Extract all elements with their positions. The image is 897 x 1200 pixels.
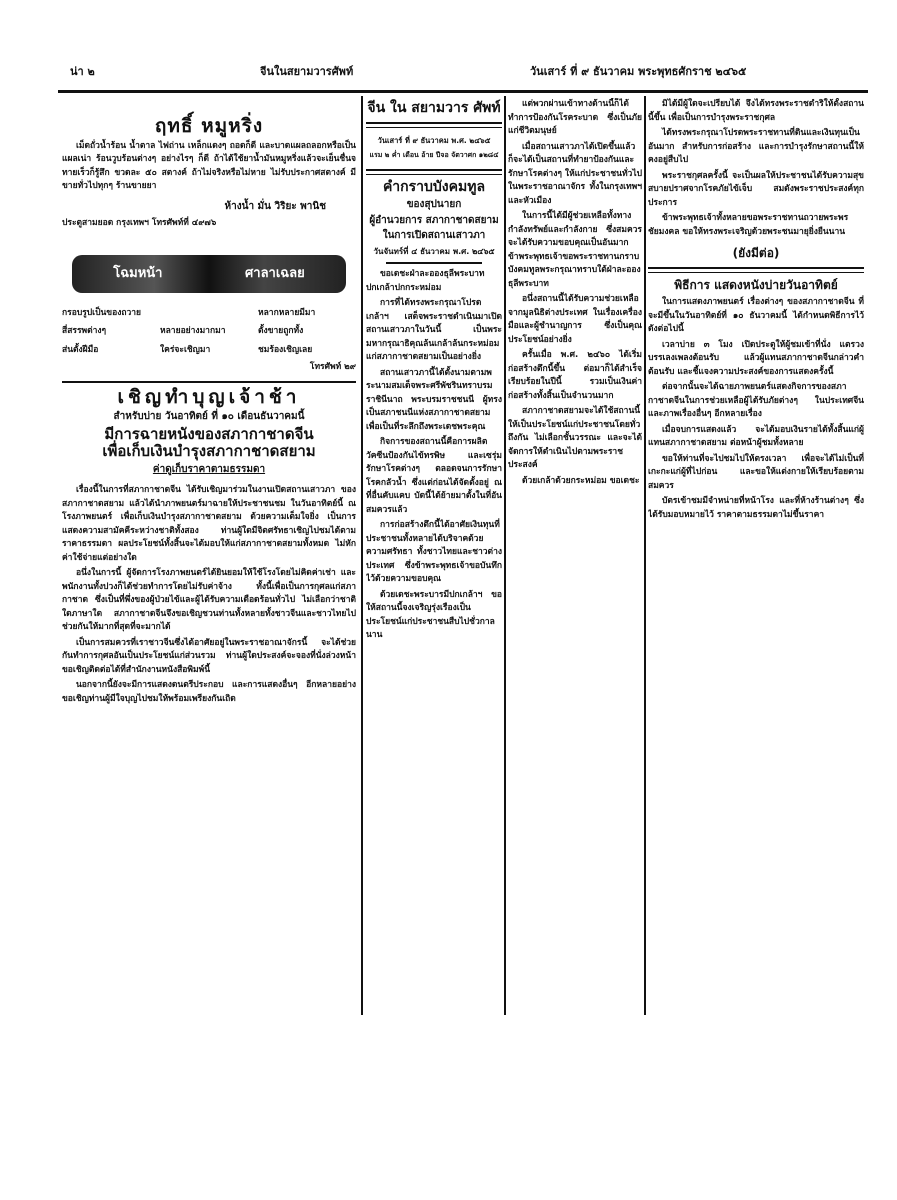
speech-date: วันจันทร์ที่ ๔ ธันวาคม พ.ศ. ๒๔๖๕ [373,246,495,256]
paragraph: เมื่อสถานเสาวภาได้เปิดขึ้นแล้ว ก็จะได้เป็นสถานที่ทำยาป้องกันและรักษาโรคต่างๆ ให้แก่ประชาชนทั่วไปในพระราชอาณาจักร ทั้งในกรุงเทพฯ และหัวเมือง [508,141,642,206]
notice-item: ตั้งขายถูกทั้ง [258,326,304,336]
paragraph: อนึ่งสถานนี้ได้รับความช่วยเหลือจากมูลนิธิต่างประเทศ ในเรื่องเครื่องมือและผู้ชำนาญการ ซึ่งเป็นคุณประโยชน์อย่างยิ่ง [508,294,642,345]
paragraph: กิจการของสถานนี้คือการผลิตวัคซีนป้องกันไข้ทรพิษ และเซรุ่มรักษาโรคต่างๆ ตลอดจนการรักษาโรคกลัวน้ำ ซึ่งแต่ก่อนได้จัดตั้งอยู่ ณ ที่อื่นคับแคบ บัดนี้ได้ย้ายมาตั้งในที่อันสมควรแล้ว [366,437,502,515]
paragraph: แต่พวกผ่านเข้าทางด้านนี้ก็ได้ทำการป้องกันโรคระบาด ซึ่งเป็นภัยแก่ชีวิตมนุษย์ [508,99,642,136]
ad-title: ฤทธิ์ หมูหริ่ง [154,115,264,137]
speech-role: ผู้อำนวยการ สภากาชาดสยาม [369,214,499,226]
speech-by: ของสุปนายก [406,199,462,210]
notice-phone: โทรศัพท์ ๒๙ [309,362,356,372]
notice-item: กรอบรูปเป็นของถวาย [62,307,142,318]
paper-name: จีนในสยามวารศัพท์ [260,65,354,78]
divider [386,262,482,264]
event-subtitle: สำหรับบ่าย วันอาทิตย์ ที่ ๑๐ เดือนธันวาคมนี้ [113,411,305,422]
masthead-date: วันเสาร์ ที่ ๙ ธันวาคม พ.ศ. ๒๔๖๕ [377,135,491,145]
notice-grid [62,307,356,358]
event-line-2: เพื่อเก็บเงินบำรุงสภากาชาดสยาม [102,442,316,460]
paragraph: เวลาบ่าย ๓ โมง เปิดประตูให้ผู้ชมเข้าที่นั่ง แตรวงบรรเลงเพลงต้อนรับ แล้วผู้แทนสภากาชาดจีนกล่าวคำต้อนรับ และชี้แจงความประสงค์ของการแสดงครั้งนี้ [648,339,864,377]
ad-body: เม็ดถั่วน้ำร้อน น้ำตาล ไฟถ่าน เหล็กแดงๆ ถอดก็ดี และบาดแผลถลอกหรือเป็นแผลเน่า ร้อนวูบร้อนต่างๆ อย่างไรๆ ก็ดี ถ้าได้ใช้ยาน้ำมันหมูหริ่งแล้วจะเย็นชื่นจ ทายเร็วก็รู้สึก ขวดละ ๕๐ สตางค์ ถ้าไม่จริงหรือไม่หาย ไม่รับประกาศสตางค์ มีขายทั่วไปทุกๆ ร้านขายยา [62,140,356,191]
page-number: น่า ๒ [70,65,95,78]
paragraph: สภากาชาดสยามจะได้ใช้สถานนี้ให้เป็นประโยชน์แก่ประชาชนโดยทั่วถึงกัน ไม่เลือกชั้นวรรณะ และจะได้จัดการให้ดำเนินไปตามพระราชประสงค์ [508,406,642,470]
banner-text-right: ศาลาเฉลย [245,265,305,281]
ad-address: ประตูสามยอด กรุงเทพฯ โทรศัพท์ที่ ๔๙๗๖ [62,218,217,228]
column-rule [361,96,363,1015]
column-4 [648,98,864,1015]
notice-item: หลากหลายมีมา [258,307,316,318]
paragraph: อนึ่งในการนี้ ผู้จัดการโรงภาพยนตร์ได้ยินยอมให้ใช้โรงโดยไม่คิดค่าเช่า และพนักงานทั้งปวงก็ได้ช่วยทำการโดยไม่รับค่าจ้าง ทั้งนี้เพื่อเป็นการกุศลแก่สภากาชาด ซึ่งเป็นที่พึ่งของผู้ป่วยไข้และผู้ได้รับความเดือดร้อนทั่วไป ไม่เลือกว่าชาติใดภาษาใด สภากาชาดจีนจึงขอเชิญชวนท่านทั้งหลายทั้งชาวจีนและชาวไทยไปช่วยกันให้มากที่สุดที่จะมากได้ [62,568,356,632]
notice-item: ส่นตั้งฝีมือ [62,344,99,355]
event-price: ค่าดูเก็บราคาตามธรรมดา [152,463,266,475]
notice-item: ชมร้องเชิญเลย [258,344,313,355]
paragraph: เรื่องนี้ในการที่สภากาชาดจีน ได้รับเชิญมาร่วมในงานเปิดสถานเสาวภา ของสภากาชาดสยาม แล้วได้นำภาพยนตร์มาฉายให้ประชาชนชม ในวันอาทิตย์นี้ ณ โรงภาพยนตร์ เพื่อเก็บเงินบำรุงสภากาชาดสยาม ด้วยความเต็มใจยิ่ง เป็นการแสดงความสามัคคีระหว่างชาติทั้งสอง ท่านผู้ใดมีจิตศรัทธาเชิญไปชมได้ตามราคาธรรมดา ผลประโยชน์ทั้งสิ้นจะได้มอบให้แก่สภากาชาดสยามทั้งหมด ไม่หักค่าใช้จ่ายแต่อย่างใด [62,485,356,563]
notice-item: สี่สรรพต่างๆ [62,326,107,336]
divider [62,381,356,383]
issue-date: วันเสาร์ ที่ ๙ ธันวาคม พระพุทธศักราช ๒๔๖๕ [530,65,747,78]
column-1 [62,98,356,1015]
paragraph: ต่อจากนั้นจะได้ฉายภาพยนตร์แสดงกิจการของสภากาชาดจีนในการช่วยเหลือผู้ได้รับภัยต่างๆ ในประเทศจีน และภาพเรื่องอื่นๆ อีกหลายเรื่อง [648,382,864,419]
paragraph: ด้วยเดชะพระบารมีปกเกล้าฯ ขอให้สถานนี้จงเจริญรุ่งเรืองเป็นประโยชน์แก่ประชาชนสืบไปชั่วกาลนาน [366,589,502,640]
column-rule [644,96,646,1015]
speech-title: คำกราบบังคมทูล [382,178,486,195]
column-rule [504,96,506,1015]
notice-banner [72,255,346,293]
paragraph: ด้วยเกล้าด้วยกระหม่อม ขอเดชะ [522,475,640,486]
paragraph: มิได้มีผู้ใดจะเปรียบได้ จึงได้ทรงพระราชดำริให้ตั้งสถานนี้ขึ้น เพื่อเป็นการบำรุงพระราชกุศล [648,99,864,123]
paragraph: ขอเดชะฝ่าละอองธุลีพระบาทปกเกล้าปกกระหม่อม [366,269,485,293]
banner-text-left: โฉมหน้า [113,265,163,281]
divider [366,169,502,175]
header-rule [58,90,868,93]
paragraph: บัตรเข้าชมมีจำหน่ายที่หน้าโรง และที่ห้างร้านต่างๆ ซึ่งได้รับมอบหมายไว้ ราคาตามธรรมดาไม่ขึ้นราคา [648,496,864,520]
continued-note: (ยังมีต่อ) [732,246,780,260]
paragraph: การก่อสร้างตึกนี้ได้อาศัยเงินทุนที่ประชาชนทั้งหลายได้บริจาคด้วยความศรัทธา ทั้งชาวไทยและชาวต่างประเทศ ซึ่งข้าพระพุทธเจ้าขอบันทึกไว้ด้วยความขอบคุณ [366,520,502,584]
event-title: เชิญทำบุญเจ้าช้า [117,385,301,408]
page-header [60,58,865,82]
paragraph: ได้ทรงพระกรุณาโปรดพระราชทานที่ดินและเงินทุนเป็นอันมาก สำหรับการก่อสร้าง และการบำรุงรักษาสถานนี้ให้คงอยู่สืบไป [648,128,864,165]
speech-occasion: ในการเปิดสถานเสาวภา [382,230,486,241]
ad-signature: ห้างน้ำ มั่น วิริยะ พานิช [224,200,326,212]
notice-item: ใคร่จะเชิญมา [160,344,211,355]
article-title: พิธีการ แสดงหนังบ่ายวันอาทิตย์ [674,277,838,292]
paragraph: การที่ได้ทรงพระกรุณาโปรดเกล้าฯ เสด็จพระราชดำเนินมาเปิดสถานเสาวภาในวันนี้ เป็นพระมหากรุณาธิคุณล้นเกล้าล้นกระหม่อมแก่สภากาชาดสยามเป็นอย่างยิ่ง [366,298,502,362]
divider [366,122,502,128]
paragraph: ข้าพระพุทธเจ้าทั้งหลายขอพระราชทานถวายพระพรชัยมงคล ขอให้ทรงพระเจริญด้วยพระชนมายุยิ่งยืนนาน [648,213,849,237]
paragraph: ในการนี้ได้มีผู้ช่วยเหลือทั้งทางกำลังทรัพย์และกำลังกาย ซึ่งสมควรจะได้รับความขอบคุณเป็นอันมาก ข้าพระพุทธเจ้าขอพระราชทานกราบบังคมทูลพระกรุณาทราบใต้ฝ่าละอองธุลีพระบาท [508,211,642,289]
paragraph: ครั้นเมื่อ พ.ศ. ๒๔๖๐ ได้เริ่มก่อสร้างตึกนี้ขึ้น ต่อมาก็ได้สำเร็จเรียบร้อยในปีนี้ รวมเป็นเงินค่าก่อสร้างทั้งสิ้นเป็นจำนวนมาก [508,350,642,401]
masthead-date-lunar: แรม ๒ ค่ำ เดือน อ้าย ปีจอ จัตวาศก ๑๒๘๔ [369,151,499,159]
divider [648,267,864,273]
paragraph: ในการแสดงภาพยนตร์ เรื่องต่างๆ ของสภากาชาดจีน ที่จะมีขึ้นในวันอาทิตย์ที่ ๑๐ ธันวาคมนี้ ได้กำหนดพิธีการไว้ดังต่อไปนี้ [648,297,864,334]
notice-item [160,307,258,321]
event-line-1: มีการฉายหนังของสภากาชาดจีน [104,424,314,443]
paragraph: เป็นการสมควรที่เราชาวจีนซึ่งได้อาศัยอยู่ในพระราชอาณาจักรนี้ จะได้ช่วยกันทำการกุศลอันเป็นประโยชน์แก่ส่วนรวม ท่านผู้ใดประสงค์จะจองที่นั่งล่วงหน้า ขอเชิญติดต่อได้ที่สำนักงานหนังสือพิมพ์นี้ [62,637,356,675]
paragraph: ขอให้ท่านที่จะไปชมไปให้ตรงเวลา เพื่อจะได้ไม่เป็นที่เกะกะแก่ผู้ที่ไปก่อน และขอให้แต่งกายให้เรียบร้อยตามสมควร [648,453,864,491]
paragraph: สถานเสาวภานี้ได้ตั้งนามตามพระนามสมเด็จพระศรีพัชรินทราบรมราชินีนาถ พระบรมราชชนนี ผู้ทรงเป็นสภาชนนีแห่งสภากาชาดสยาม เพื่อเป็นที่ระลึกถึงพระเดชพระคุณ [366,367,502,432]
paragraph: นอกจากนี้ยังจะมีการแสดงดนตรีประกอบ และการแสดงอื่นๆ อีกหลายอย่าง ขอเชิญท่านผู้มีใจบุญไปชมให้พร้อมเพรียงกันเถิด [62,680,356,704]
notice-item: หลายอย่างมากมา [160,326,226,336]
column-3 [508,98,642,1015]
paragraph: พระราชกุศลครั้งนี้ จะเป็นผลให้ประชาชนได้รับความสุขสบายปราศจากโรคภัยไข้เจ็บ สมดังพระราชประสงค์ทุกประการ [648,170,864,208]
paragraph: เมื่อจบการแสดงแล้ว จะได้มอบเงินรายได้ทั้งสิ้นแก่ผู้แทนสภากาชาดสยาม ต่อหน้าผู้ชมทั้งหลาย [648,424,864,448]
paper-masthead: จีน ใน สยามวาร ศัพท์ [367,100,501,116]
column-2 [366,98,502,1015]
